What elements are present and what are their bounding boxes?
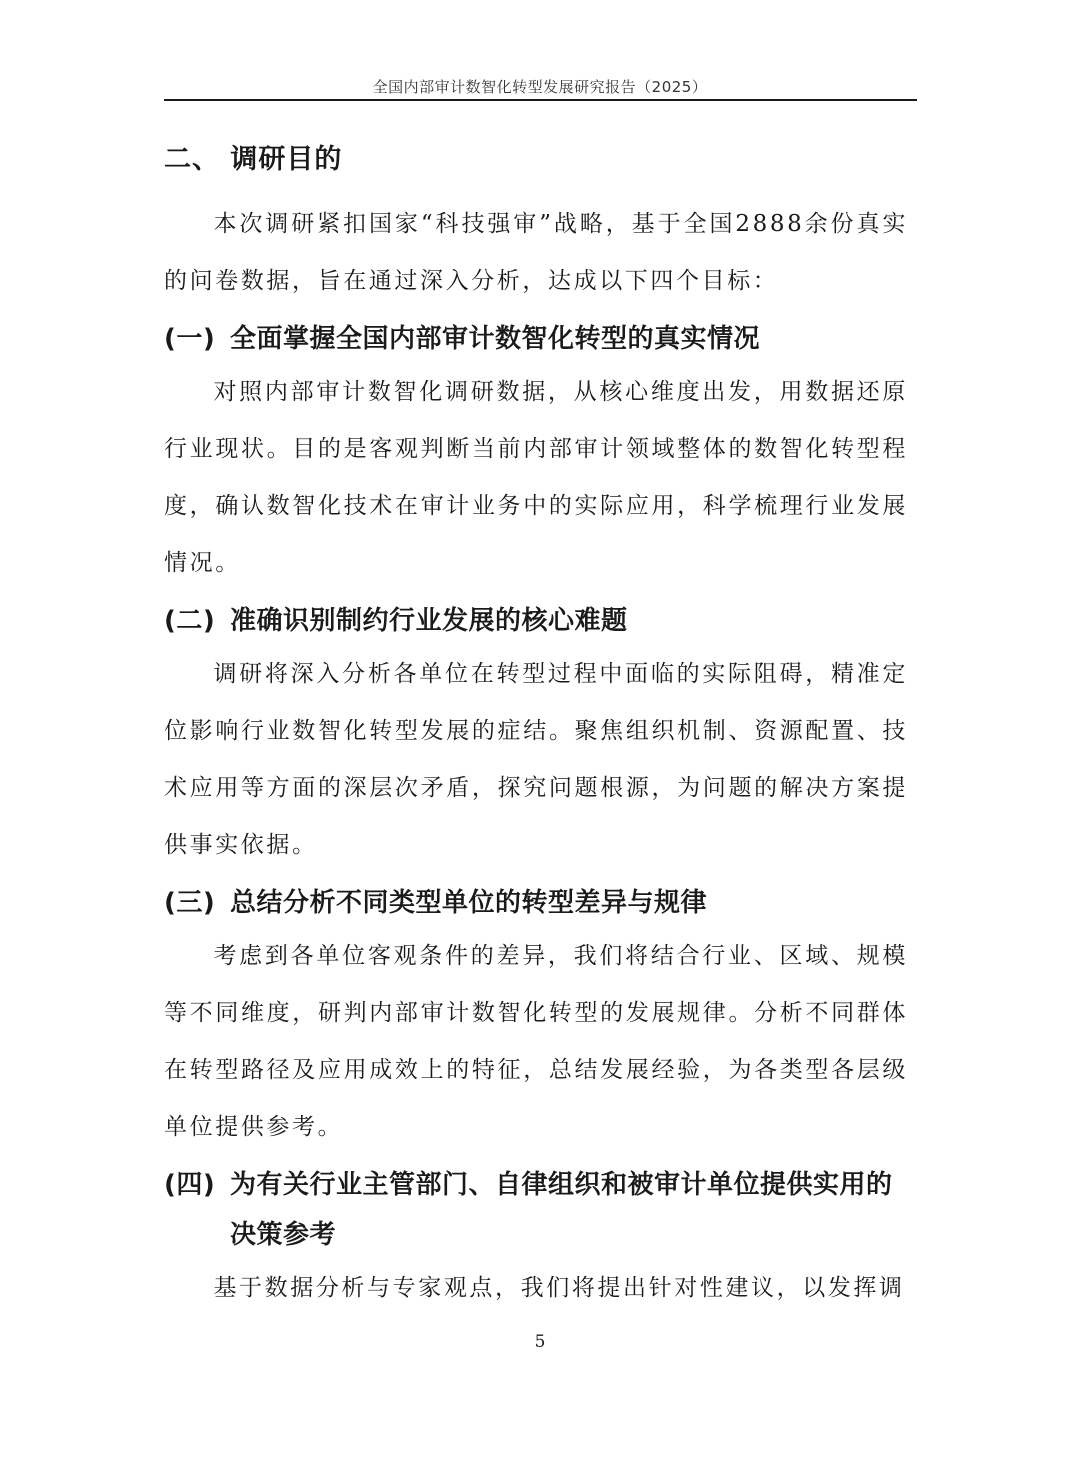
subsection-heading [164,878,908,928]
subsection-body: 考虑到各单位客观条件的差异，我们将结合行业、区域、规模等不同维度，研判内部审计数智化转型的发展规律。分析不同群体在转型路径及应用成效上的特征，总结发展经验，为各类型各层级单位提供参考。 [164,943,908,1140]
page-number: 5 [534,1332,546,1352]
subsection-number: (四) [164,1170,216,1200]
subsection-heading [164,314,908,364]
subsection-heading [164,596,908,646]
subsection-3 [164,878,908,1156]
header-rule [164,99,917,101]
subsection-1 [164,314,908,592]
subsection-body: 基于数据分析与专家观点，我们将提出针对性建议，以发挥调 [213,1275,905,1301]
subsection-title: 总结分析不同类型单位的转型差异与规律 [230,888,708,918]
subsection-title: 准确识别制约行业发展的核心难题 [230,606,628,636]
page-content [164,138,908,1317]
subsection-title: 为有关行业主管部门、自律组织和被审计单位提供实用的决策参考 [230,1170,893,1250]
subsection-heading [164,1160,908,1260]
section-intro: 本次调研紧扣国家“科技强审”战略，基于全国2888余份真实的问卷数据，旨在通过深入分析，达成以下四个目标： [164,211,908,294]
subsection-body: 对照内部审计数智化调研数据，从核心维度出发，用数据还原行业现状。目的是客观判断当前内部审计领域整体的数智化转型程度，确认数智化技术在审计业务中的实际应用，科学梳理行业发展情况。 [164,379,908,576]
running-header: 全国内部审计数智化转型发展研究报告（2025） [372,78,708,96]
section-title: 二、 调研目的 [164,144,343,175]
subsection-2 [164,596,908,874]
subsection-title: 全面掌握全国内部审计数智化转型的真实情况 [230,324,761,354]
subsection-number: (一) [164,324,216,354]
subsection-number: (三) [164,888,216,918]
subsection-number: (二) [164,606,216,636]
subsection-4 [164,1160,908,1317]
subsection-body: 调研将深入分析各单位在转型过程中面临的实际阻碍，精准定位影响行业数智化转型发展的症结。聚焦组织机制、资源配置、技术应用等方面的深层次矛盾，探究问题根源，为问题的解决方案提供事实依据。 [164,661,908,858]
